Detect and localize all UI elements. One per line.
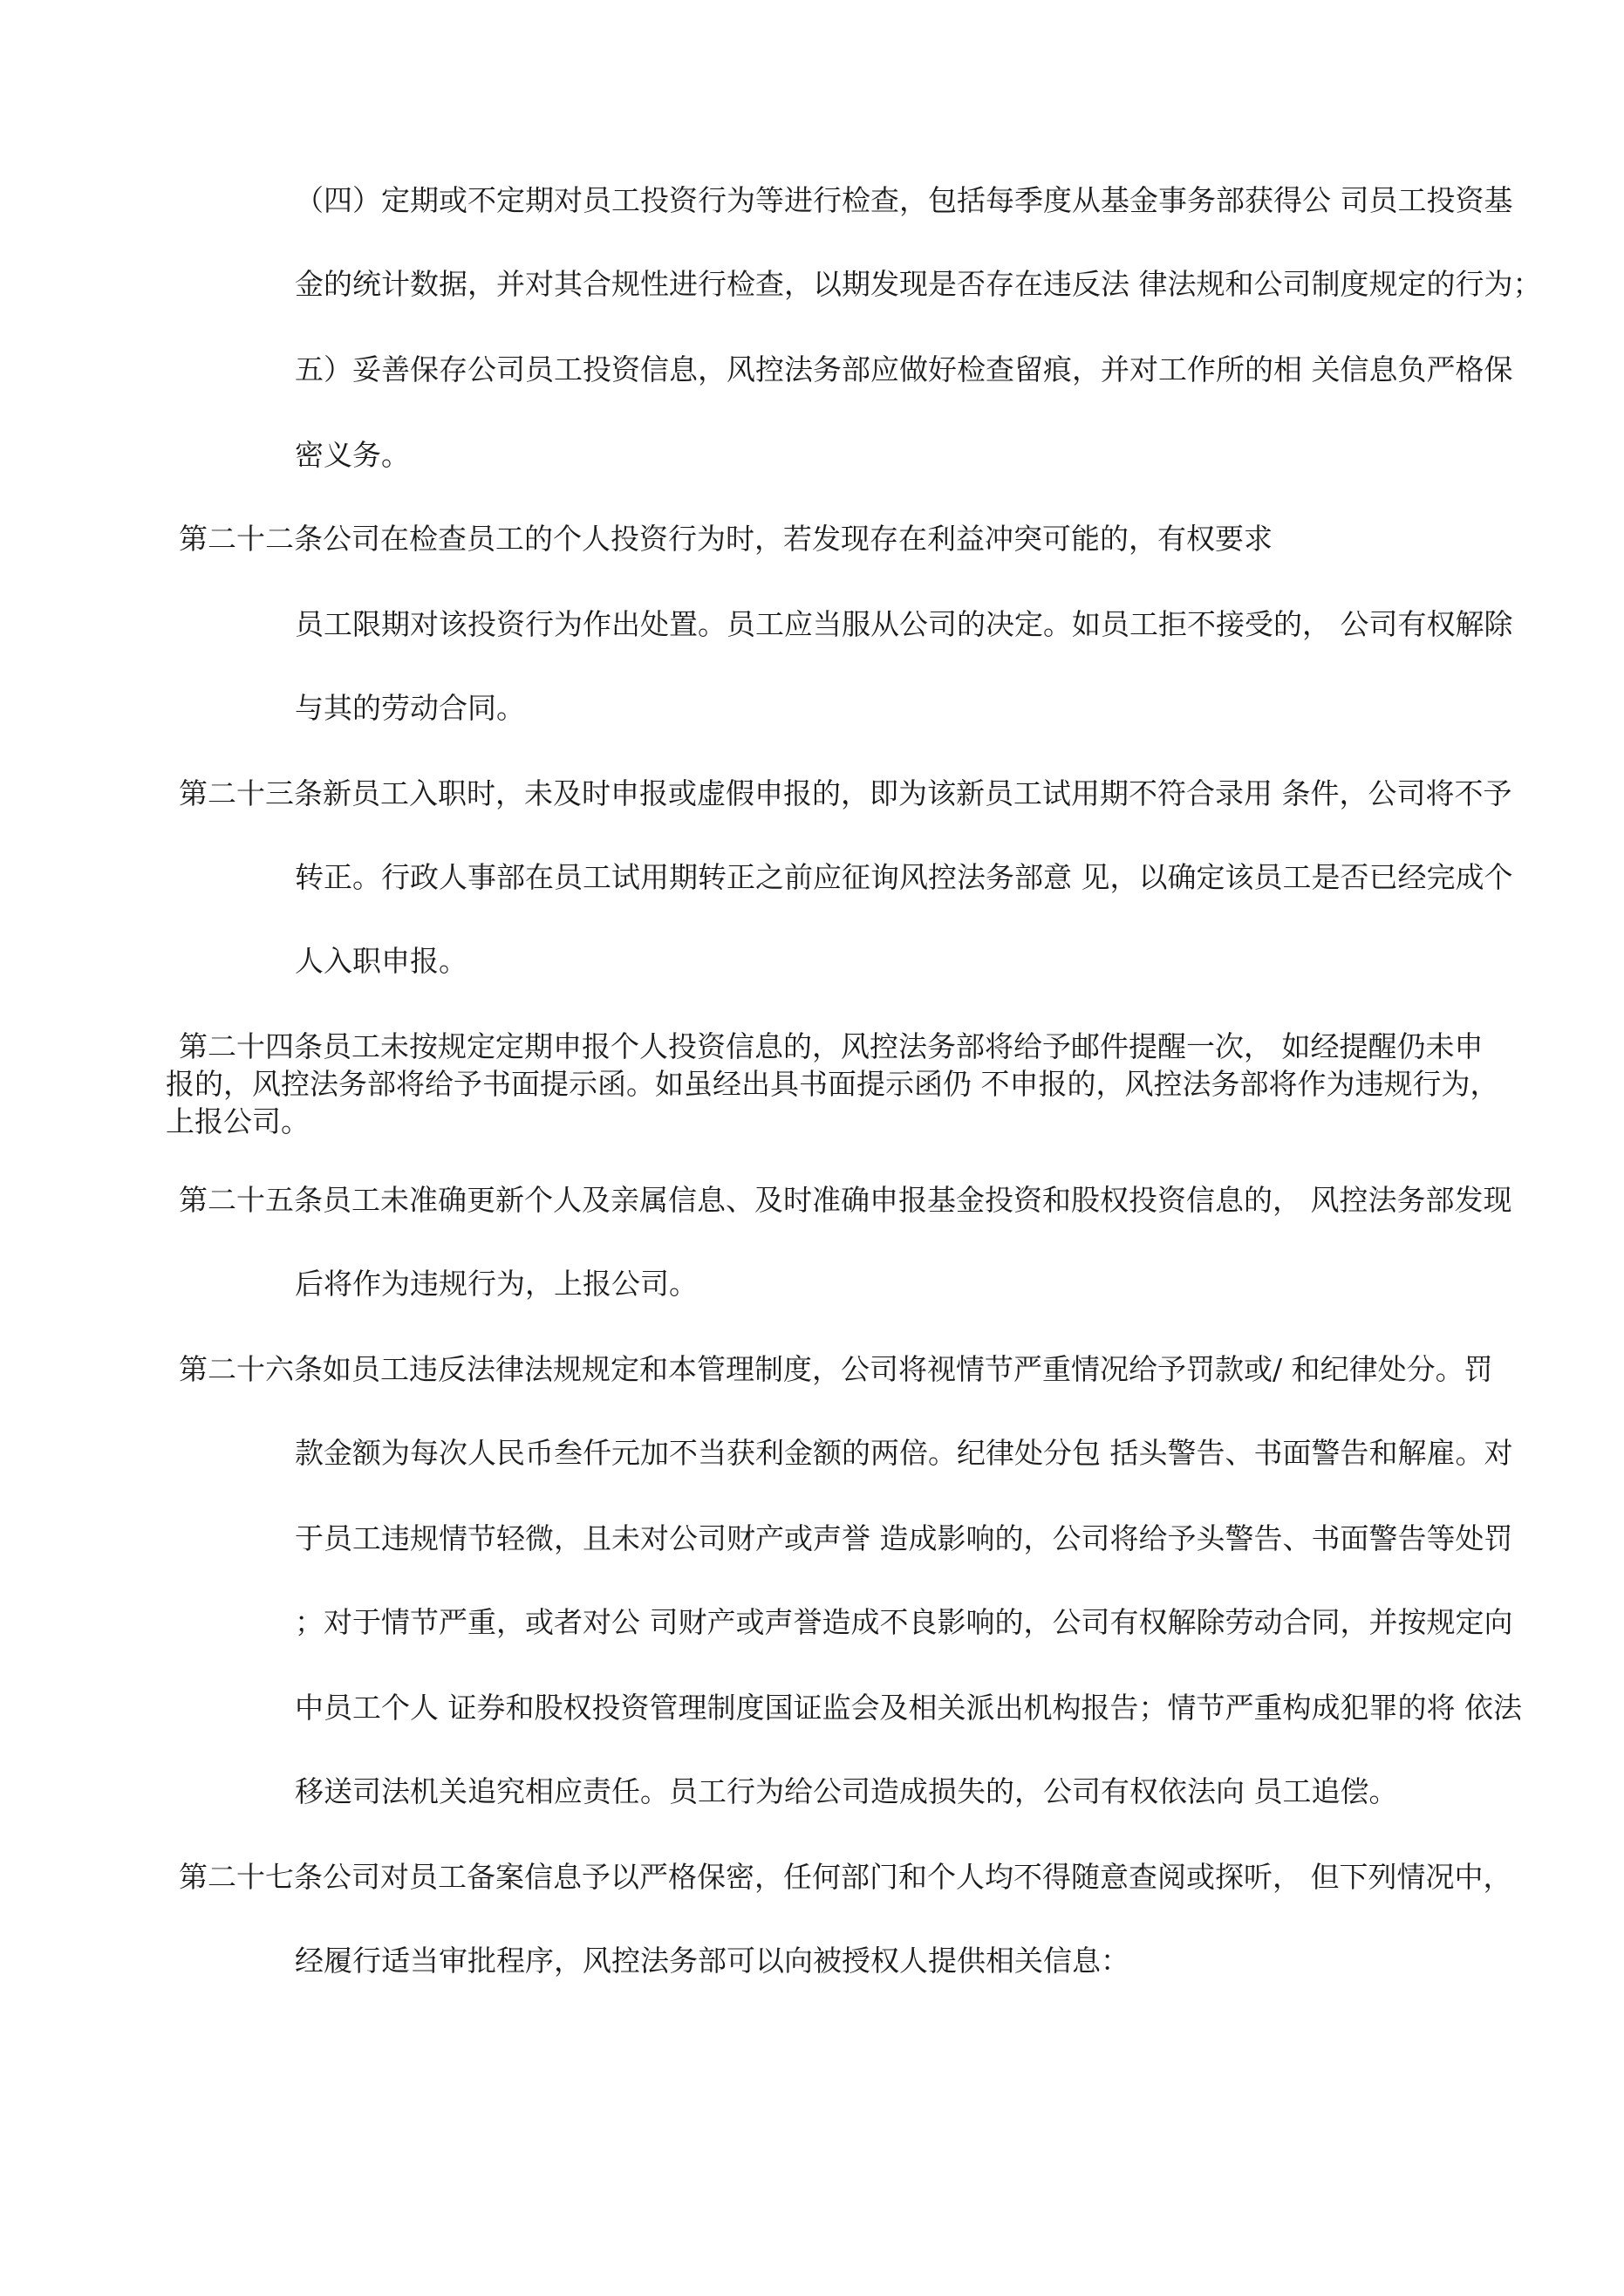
article-25-line-1: 第二十五条员工未准确更新个人及亲属信息、及时准确申报基金投资和股权投资信息的， 风控法务部发现 (179, 1183, 1512, 1217)
article-22-line-1: 第二十二条公司在检查员工的个人投资行为时，若发现存在利益冲突可能的，有权要求 (179, 522, 1273, 556)
paragraph-5-line-1: 五）妥善保存公司员工投资信息，风控法务部应做好检查留痕，并对工作所的相 关信息负严格保 (295, 352, 1513, 386)
article-27-line-2: 经履行适当审批程序，风控法务部可以向被授权人提供相关信息： (295, 1944, 1129, 1978)
article-26-line-5: 中员工个人 证券和股权投资管理制度国证监会及相关派出机构报告；情节严重构成犯罪的将 依法 (295, 1691, 1522, 1725)
article-24-line-2: 报的，风控法务部将给予书面提示函。如虽经出具书面提示函仍 不申报的，风控法务部将作为违规行为， (166, 1067, 1499, 1101)
article-26-line-6: 移送司法机关追究相应责任。员工行为给公司造成损失的，公司有权依法向 员工追偿。 (295, 1774, 1398, 1808)
article-26-line-4: ；对于情节严重，或者对公 司财产或声誉造成不良影响的，公司有权解除劳动合同，并按规定向 (295, 1605, 1513, 1639)
article-22-line-3: 与其的劳动合同。 (295, 691, 525, 725)
article-24-line-3: 上报公司。 (166, 1104, 310, 1138)
article-27-line-1: 第二十七条公司对员工备案信息予以严格保密，任何部门和个人均不得随意查阅或探听， 但下列情况中， (179, 1860, 1512, 1894)
article-23-line-1: 第二十三条新员工入职时，未及时申报或虚假申报的，即为该新员工试用期不符合录用 条件，公司将不予 (179, 776, 1512, 810)
article-26-line-1: 第二十六条如员工违反法律法规规定和本管理制度，公司将视情节严重情况给予罚款或/ 和纪律处分。罚 (179, 1352, 1493, 1386)
article-23-line-2: 转正。行政人事部在员工试用期转正之前应征询风控法务部意 见，以确定该员工是否已经完成个 (295, 860, 1513, 894)
article-26-line-2: 款金额为每次人民币叁仟元加不当获利金额的两倍。纪律处分包 括头警告、书面警告和解雇。对 (295, 1436, 1513, 1470)
article-23-line-3: 人入职申报。 (295, 944, 467, 978)
paragraph-4-line-1: （四）定期或不定期对员工投资行为等进行检查，包括每季度从基金事务部获得公 司员工投资基 (295, 183, 1513, 217)
article-22-line-2: 员工限期对该投资行为作出处置。员工应当服从公司的决定。如员工拒不接受的， 公司有权解除 (295, 607, 1513, 641)
article-25-line-2: 后将作为违规行为，上报公司。 (295, 1267, 698, 1301)
paragraph-5-line-2: 密义务。 (295, 438, 410, 472)
article-26-line-3: 于员工违规情节轻微，且未对公司财产或声誉 造成影响的，公司将给予头警告、书面警告等处罚 (295, 1521, 1513, 1555)
article-24-line-1: 第二十四条员工未按规定定期申报个人投资信息的，风控法务部将给予邮件提醒一次， 如经提醒仍未申 (179, 1029, 1484, 1063)
paragraph-4-line-2: 金的统计数据，并对其合规性进行检查，以期发现是否存在违反法 律法规和公司制度规定的行为； (295, 267, 1542, 301)
